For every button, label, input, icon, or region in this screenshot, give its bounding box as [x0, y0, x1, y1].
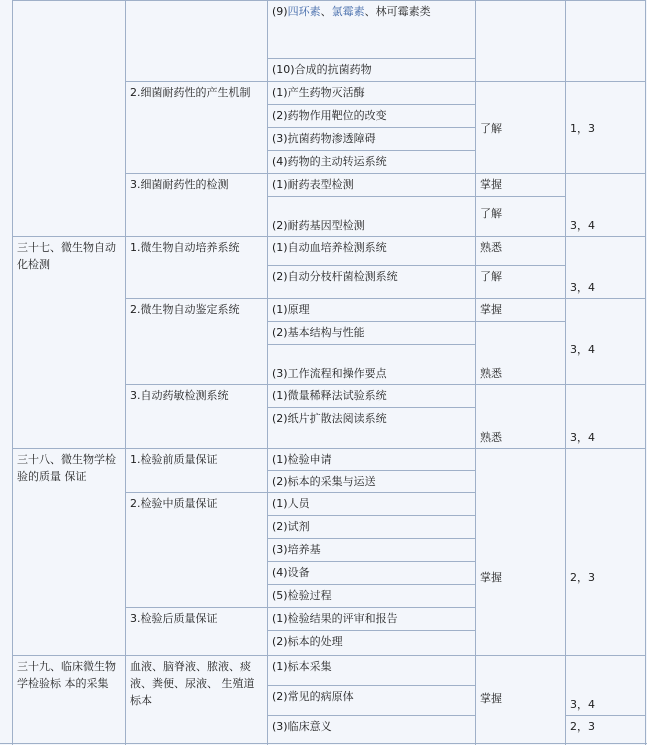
- unit-label: 三十七、微生物自动化检测: [17, 241, 116, 271]
- table-bottom-border: [0, 743, 647, 744]
- item-cell: [267, 584, 475, 607]
- chapter-cell: [565, 236, 646, 298]
- item-cell: [267, 715, 475, 745]
- subunit-label: 1.检验前质量保证: [130, 453, 218, 466]
- chapter-label: 3，4: [570, 343, 595, 356]
- chapter-cell: [565, 715, 646, 745]
- item-cell: [267, 81, 475, 104]
- level-cell: [475, 81, 565, 173]
- subunit-label: 1.微生物自动培养系统: [130, 241, 240, 254]
- chapter-cell: [565, 448, 646, 655]
- item-label: (3)工作流程和操作要点: [272, 367, 387, 380]
- chapter-cell: [565, 173, 646, 236]
- item-label: (1)人员: [272, 497, 310, 510]
- item-label: (2)标本的采集与运送: [272, 475, 376, 488]
- subunit-label: 2.细菌耐药性的产生机制: [130, 86, 251, 99]
- level-label: 了解: [480, 270, 502, 283]
- unit-cell-continued: [12, 0, 125, 236]
- item-cell: [267, 173, 475, 196]
- item-cell: [267, 298, 475, 321]
- item-cell: [267, 0, 475, 58]
- item-label: (2)耐药基因型检测: [272, 219, 365, 232]
- chapter-label: 3，4: [570, 431, 595, 444]
- level-cell: [475, 655, 565, 745]
- item-label: (4)设备: [272, 566, 310, 579]
- chapter-label: 3，4: [570, 281, 595, 294]
- subunit-cell: [125, 298, 267, 384]
- level-label: 熟悉: [480, 431, 502, 444]
- item-cell: [267, 265, 475, 298]
- level-label: 了解: [480, 207, 502, 220]
- item-cell: [267, 492, 475, 515]
- subunit-cell: [125, 236, 267, 298]
- item-label: (1)微量稀释法试验系统: [272, 389, 387, 402]
- chapter-label: 2，3: [570, 571, 595, 584]
- chapter-cell: [565, 655, 646, 715]
- item-label: (5)检验过程: [272, 589, 332, 602]
- item-label: (2)自动分枝杆菌检测系统: [272, 270, 398, 283]
- chapter-label: 2，3: [570, 720, 595, 733]
- item-cell: [267, 236, 475, 265]
- unit-label: 三十九、临床微生物学检验标 本的采集: [17, 660, 116, 690]
- chapter-label: 1，3: [570, 122, 595, 135]
- level-label: 掌握: [480, 303, 502, 316]
- chapter-cell: [565, 81, 646, 173]
- chapter-label: 3，4: [570, 219, 595, 232]
- item-cell: [267, 384, 475, 407]
- item-label: (1)产生药物灭活酶: [272, 86, 365, 99]
- item-cell: [267, 515, 475, 538]
- level-cell: [475, 173, 565, 196]
- item-cell: [267, 196, 475, 236]
- item-label: (1)检验申请: [272, 453, 332, 466]
- item-cell: [267, 58, 475, 81]
- unit-cell-37: [12, 236, 125, 448]
- subunit-label: 3.自动药敏检测系统: [130, 389, 229, 402]
- level-label: 了解: [480, 122, 502, 135]
- item-cell: [267, 150, 475, 173]
- item-label: (1)检验结果的评审和报告: [272, 612, 398, 625]
- item-label: (2)纸片扩散法阅读系统: [272, 412, 387, 425]
- subunit-cell: [125, 655, 267, 745]
- item-cell: [267, 344, 475, 384]
- item-cell: [267, 685, 475, 715]
- item-label: (3)临床意义: [272, 720, 332, 733]
- item-label: (1)标本采集: [272, 660, 332, 673]
- unit-cell-39: [12, 655, 125, 745]
- item-label: (2)常见的病原体: [272, 690, 354, 703]
- item-cell: [267, 407, 475, 448]
- subunit-cell: [125, 173, 267, 236]
- unit-label: 三十八、微生物学检验的质量 保证: [17, 453, 116, 483]
- item-label: (3)培养基: [272, 543, 321, 556]
- item-label: (10)合成的抗菌药物: [272, 63, 372, 76]
- item-label: (1)原理: [272, 303, 310, 316]
- item-label: (9)四环素、氯霉素、林可霉素类: [272, 5, 431, 18]
- subunit-label: 3.检验后质量保证: [130, 612, 218, 625]
- item-label: (1)耐药表型检测: [272, 178, 354, 191]
- item-cell: [267, 607, 475, 630]
- subunit-label: 2.微生物自动鉴定系统: [130, 303, 240, 316]
- level-cell: [475, 448, 565, 655]
- level-label: 熟悉: [480, 367, 502, 380]
- level-cell: [475, 236, 565, 265]
- item-cell: [267, 127, 475, 150]
- chapter-label: 3，4: [570, 698, 595, 711]
- level-label: 掌握: [480, 692, 502, 705]
- item-cell: [267, 104, 475, 127]
- level-cell: [475, 265, 565, 298]
- subunit-cell: [125, 384, 267, 448]
- chapter-cell: [565, 298, 646, 384]
- level-cell: [475, 321, 565, 384]
- subunit-cell: [125, 448, 267, 492]
- item-label: (4)药物的主动转运系统: [272, 155, 387, 168]
- unit-cell-38: [12, 448, 125, 655]
- subunit-cell: [125, 81, 267, 173]
- item-label: (2)试剂: [272, 520, 310, 533]
- level-label: 掌握: [480, 571, 502, 584]
- level-label: 熟悉: [480, 241, 502, 254]
- level-cell-continued: [475, 0, 565, 81]
- subunit-label: 3.细菌耐药性的检测: [130, 178, 229, 191]
- chapter-cell-continued: [565, 0, 646, 81]
- item-cell: [267, 448, 475, 470]
- item-cell: [267, 538, 475, 561]
- level-cell: [475, 298, 565, 321]
- subunit-label: 2.检验中质量保证: [130, 497, 218, 510]
- item-label: (2)标本的处理: [272, 635, 343, 648]
- item-label: (3)抗菌药物渗透障碍: [272, 132, 376, 145]
- subunit-cell: [125, 492, 267, 607]
- item-label: (1)自动血培养检测系统: [272, 241, 387, 254]
- table-left-border: [12, 0, 13, 745]
- level-cell: [475, 196, 565, 236]
- subunit-cell-continued: [125, 0, 267, 81]
- item-label: (2)基本结构与性能: [272, 326, 365, 339]
- item-label: (2)药物作用靶位的改变: [272, 109, 387, 122]
- level-cell: [475, 384, 565, 448]
- table-right-border: [645, 0, 646, 745]
- subunit-label: 血液、脑脊液、脓液、痰液、粪便、尿液、 生殖道标本: [130, 660, 255, 707]
- item-cell: [267, 655, 475, 685]
- item-cell: [267, 470, 475, 492]
- subunit-cell: [125, 607, 267, 655]
- item-cell: [267, 630, 475, 655]
- item-cell: [267, 321, 475, 344]
- level-label: 掌握: [480, 178, 502, 191]
- chapter-cell: [565, 384, 646, 448]
- item-cell: [267, 561, 475, 584]
